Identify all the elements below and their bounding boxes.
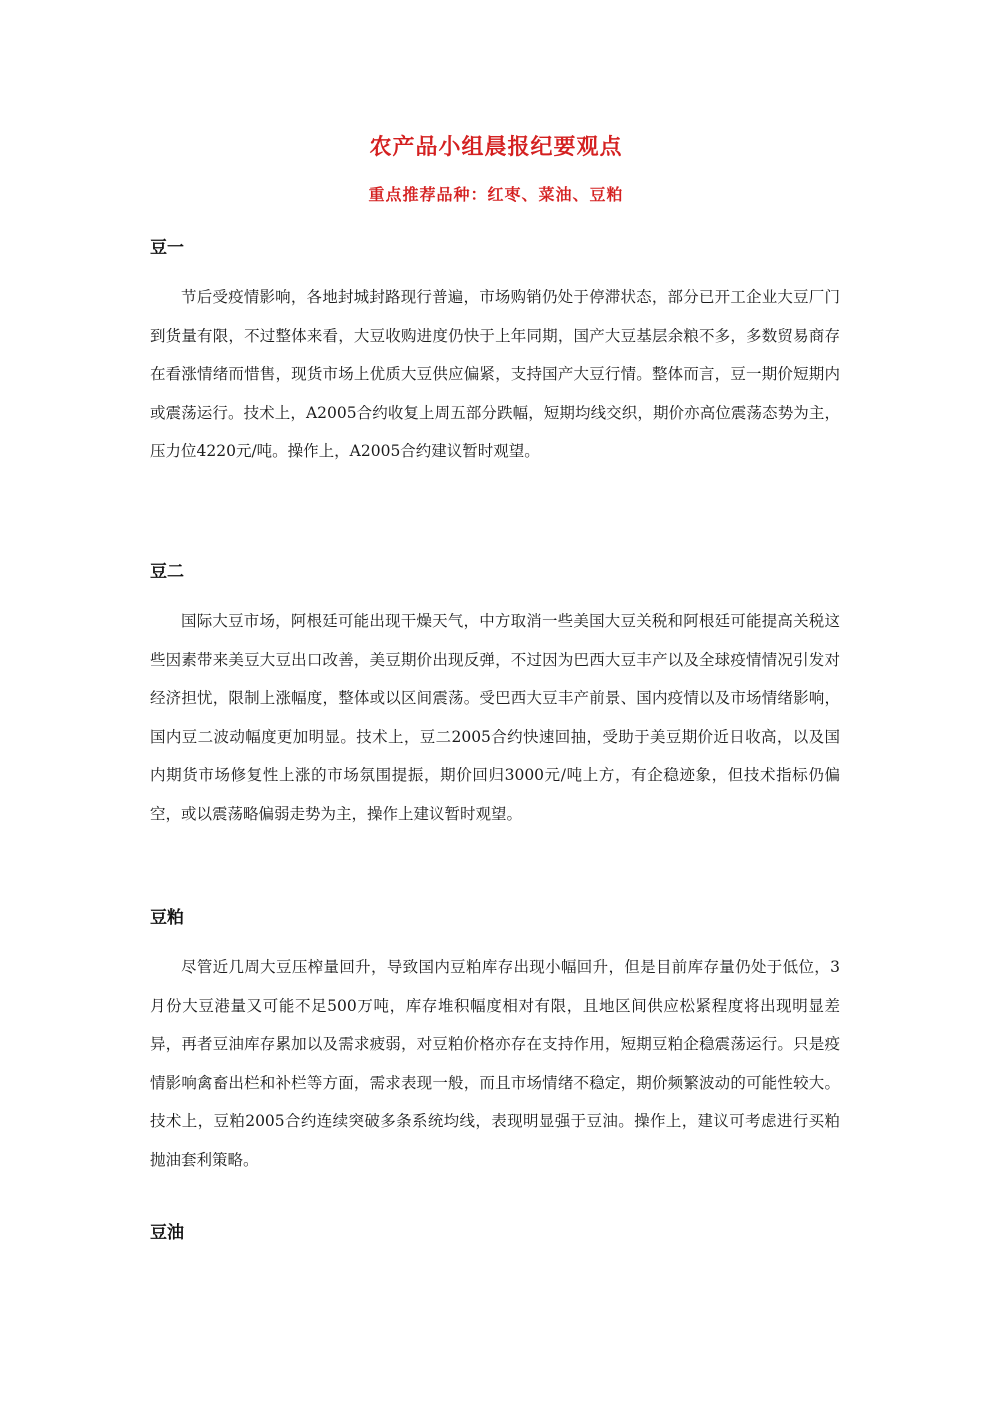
section-heading: 豆油 [150, 1223, 184, 1243]
section-heading: 豆二 [150, 562, 184, 582]
section-body: 尽管近几周大豆压榨量回升，导致国内豆粕库存出现小幅回升，但是目前库存量仍处于低位，3月份大豆港量又可能不足500万吨，库存堆积幅度相对有限，且地区间供应松紧程度将出现明显差异，再者豆油库存累加以及需求疲弱，对豆粕价格亦存在支持作用，短期豆粕企稳震荡运行。只是疫情影响禽畜出栏和补栏等方面，需求表现一般，而且市场情绪不稳定，期价频繁波动的可能性较大。技术上，豆粕2005合约连续突破多条系统均线，表现明显强于豆油。操作上，建议可考虑进行买粕抛油套利策略。 [150, 958, 840, 1169]
section-heading: 豆一 [150, 238, 184, 258]
section-soybean-oil [150, 1221, 840, 1245]
section-soybean-meal [150, 906, 840, 1179]
section-soybean-1 [150, 236, 840, 471]
section-soybean-2 [150, 560, 840, 833]
section-heading: 豆粕 [150, 908, 184, 928]
document-subtitle: 重点推荐品种：红枣、菜油、豆粕 [368, 185, 624, 204]
section-body: 节后受疫情影响，各地封城封路现行普遍，市场购销仍处于停滞状态，部分已开工企业大豆厂门到货量有限，不过整体来看，大豆收购进度仍快于上年同期，国产大豆基层余粮不多，多数贸易商存在看涨情绪而惜售，现货市场上优质大豆供应偏紧，支持国产大豆行情。整体而言，豆一期价短期内或震荡运行。技术上，A2005合约收复上周五部分跌幅，短期均线交织，期价亦高位震荡态势为主，压力位4220元/吨。操作上，A2005合约建议暂时观望。 [150, 288, 840, 460]
document-title: 农产品小组晨报纪要观点 [369, 135, 623, 160]
section-body: 国际大豆市场，阿根廷可能出现干燥天气，中方取消一些美国大豆关税和阿根廷可能提高关税这些因素带来美豆大豆出口改善，美豆期价出现反弹，不过因为巴西大豆丰产以及全球疫情情况引发对经济担忧，限制上涨幅度，整体或以区间震荡。受巴西大豆丰产前景、国内疫情以及市场情绪影响，国内豆二波动幅度更加明显。技术上，豆二2005合约快速回抽，受助于美豆期价近日收高，以及国内期货市场修复性上涨的市场氛围提振，期价回归3000元/吨上方，有企稳迹象，但技术指标仍偏空，或以震荡略偏弱走势为主，操作上建议暂时观望。 [150, 612, 840, 823]
